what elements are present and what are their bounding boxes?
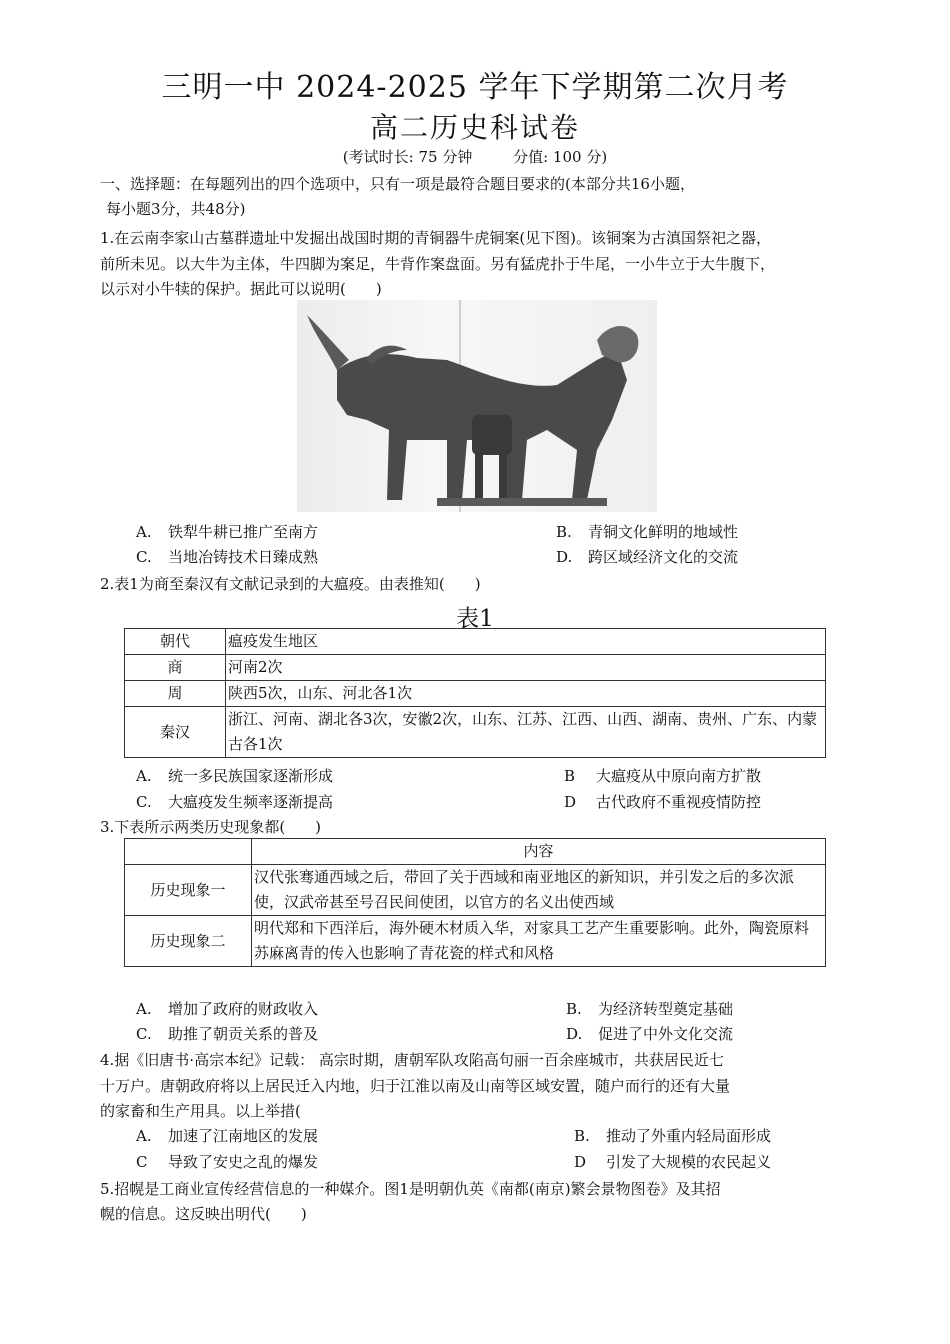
q4-stem-line1: 4.据《旧唐书·高宗本纪》记载： 高宗时期，唐朝军队攻陷高句丽一百余座城市，共获居民近七: [100, 1051, 724, 1069]
q1-stem-line1: 1.在云南李家山古墓群遗址中发掘出战国时期的青铜器牛虎铜案(见下图)。该铜案为古滇国祭祀之器，: [100, 229, 772, 247]
table-cell: 明代郑和下西洋后，海外硬木材质入华，对家具工艺产生重要影响。此外，陶瓷原料苏麻离青的传入也影响了青花瓷的样式和风格: [252, 916, 826, 967]
table-row: [125, 655, 826, 681]
q3-option-c[interactable]: [136, 1022, 318, 1047]
option-text: 助推了朝贡关系的普及: [168, 1025, 319, 1043]
option-text: 推动了外重内轻局面形成: [606, 1127, 772, 1145]
option-text: 加速了江南地区的发展: [168, 1127, 319, 1145]
q1-option-b[interactable]: [556, 520, 738, 545]
option-text: 铁犁牛耕已推广至南方: [168, 523, 319, 541]
option-text: 增加了政府的财政收入: [168, 1000, 319, 1018]
q5-stem-line1: 5.招幌是工商业宣传经营信息的一种媒介。图1是明朝仇英《南都(南京)繁会景物图卷》及其招: [100, 1180, 721, 1198]
option-key: C: [136, 1153, 148, 1171]
q2-stem: 2.表1为商至秦汉有文献记录到的大瘟疫。由表推知( ): [100, 575, 481, 593]
table-header-row: [125, 629, 826, 655]
exam-title: 三明一中 2024-2025 学年下学期第二次月考: [161, 70, 789, 105]
table-header-cell: 朝代: [125, 629, 226, 655]
exam-subject: 高二历史科试卷: [369, 111, 580, 144]
q1-option-a[interactable]: [136, 520, 318, 545]
table-cell: 历史现象二: [125, 916, 252, 967]
option-text: 引发了大规模的农民起义: [606, 1153, 772, 1171]
option-key: B.: [566, 1000, 582, 1018]
table-row: [125, 916, 826, 967]
option-text: 跨区域经济文化的交流: [588, 548, 739, 566]
q3-option-d[interactable]: [566, 1022, 733, 1047]
option-key: B.: [574, 1127, 590, 1145]
plague-table: [124, 628, 826, 758]
option-text: 导致了安史之乱的爆发: [168, 1153, 319, 1171]
q3-stem: 3.下表所示两类历史现象都( ): [100, 818, 322, 836]
table1-caption: 表1: [456, 606, 494, 632]
option-key: D.: [566, 1025, 583, 1043]
option-text: 促进了中外文化交流: [598, 1025, 734, 1043]
option-key: B: [564, 767, 576, 785]
option-key: D.: [556, 548, 573, 566]
q2-option-b[interactable]: [564, 764, 761, 789]
option-key: D: [574, 1153, 587, 1171]
option-key: C.: [136, 793, 152, 811]
table-cell: 汉代张骞通西域之后，带回了关于西域和南亚地区的新知识，并引发之后的多次派使，汉武帝甚至号召民间使团，以官方的名义出使西域: [252, 865, 826, 916]
q5-stem-line2: 幌的信息。这反映出明代( ): [100, 1205, 307, 1223]
q2-option-a[interactable]: [136, 764, 333, 789]
bronze-ox-tiger-table-photo: [297, 300, 657, 512]
option-key: C.: [136, 548, 152, 566]
table-cell: 陕西5次，山东、河北各1次: [226, 681, 826, 707]
option-key: D: [564, 793, 577, 811]
q3-option-b[interactable]: [566, 997, 733, 1022]
table-row: [125, 865, 826, 916]
exam-time: (考试时长: 75 分钟: [342, 148, 473, 166]
q4-option-a[interactable]: [136, 1124, 318, 1149]
q1-option-c[interactable]: [136, 545, 318, 570]
q4-stem-line3: 的家畜和生产用具。以上举措(: [100, 1102, 301, 1120]
table-cell: 历史现象一: [125, 865, 252, 916]
option-key: A.: [136, 767, 152, 785]
q4-stem-line2: 十万户。唐朝政府将以上居民迁入内地，归于江淮以南及山南等区域安置，随户而行的还有大量: [100, 1077, 731, 1095]
q2-option-d[interactable]: [564, 790, 761, 815]
option-text: 当地冶铸技术日臻成熟: [168, 548, 319, 566]
table-row: [125, 681, 826, 707]
table-cell: 周: [125, 681, 226, 707]
section-instruction-line1: 一、选择题：在每题列出的四个选项中，只有一项是最符合题目要求的(本部分共16小题，: [100, 175, 695, 193]
q4-option-d[interactable]: [574, 1150, 771, 1175]
option-text: 为经济转型奠定基础: [598, 1000, 734, 1018]
table-cell: 秦汉: [125, 707, 226, 758]
q2-option-c[interactable]: [136, 790, 333, 815]
table-cell: 浙江、河南、湖北各3次，安徽2次，山东、江苏、江西、山西、湖南、贵州、广东、内蒙古各1次: [226, 707, 826, 758]
q1-stem-line2: 前所未见。以大牛为主体，牛四脚为案足，牛背作案盘面。另有猛虎扑于牛尾，一小牛立于大牛腹下，: [100, 255, 776, 273]
option-key: B.: [556, 523, 572, 541]
table-row: [125, 707, 826, 758]
exam-score: 分值: 100 分): [513, 148, 608, 166]
option-text: 大瘟疫从中原向南方扩散: [596, 767, 762, 785]
table-header-row: [125, 839, 826, 865]
option-text: 青铜文化鲜明的地域性: [588, 523, 739, 541]
option-text: 大瘟疫发生频率逐渐提高: [168, 793, 334, 811]
q4-option-b[interactable]: [574, 1124, 771, 1149]
option-text: 统一多民族国家逐渐形成: [168, 767, 334, 785]
q4-option-c[interactable]: [136, 1150, 318, 1175]
option-key: A.: [136, 523, 152, 541]
history-phenomena-table: [124, 838, 826, 967]
table-cell: 河南2次: [226, 655, 826, 681]
table-header-cell: 瘟疫发生地区: [226, 629, 826, 655]
exam-info: [0, 146, 950, 167]
section-instruction-line2: 每小题3分，共48分): [106, 200, 246, 218]
table-header-cell: [125, 839, 252, 865]
option-key: A.: [136, 1000, 152, 1018]
table-header-cell: 内容: [252, 839, 826, 865]
ox-tiger-illustration: [297, 300, 657, 512]
q1-option-d[interactable]: [556, 545, 738, 570]
q3-option-a[interactable]: [136, 997, 318, 1022]
option-text: 古代政府不重视疫情防控: [596, 793, 762, 811]
option-key: C.: [136, 1025, 152, 1043]
q1-stem-line3: 以示对小牛犊的保护。据此可以说明( ): [100, 280, 382, 298]
table-cell: 商: [125, 655, 226, 681]
option-key: A.: [136, 1127, 152, 1145]
